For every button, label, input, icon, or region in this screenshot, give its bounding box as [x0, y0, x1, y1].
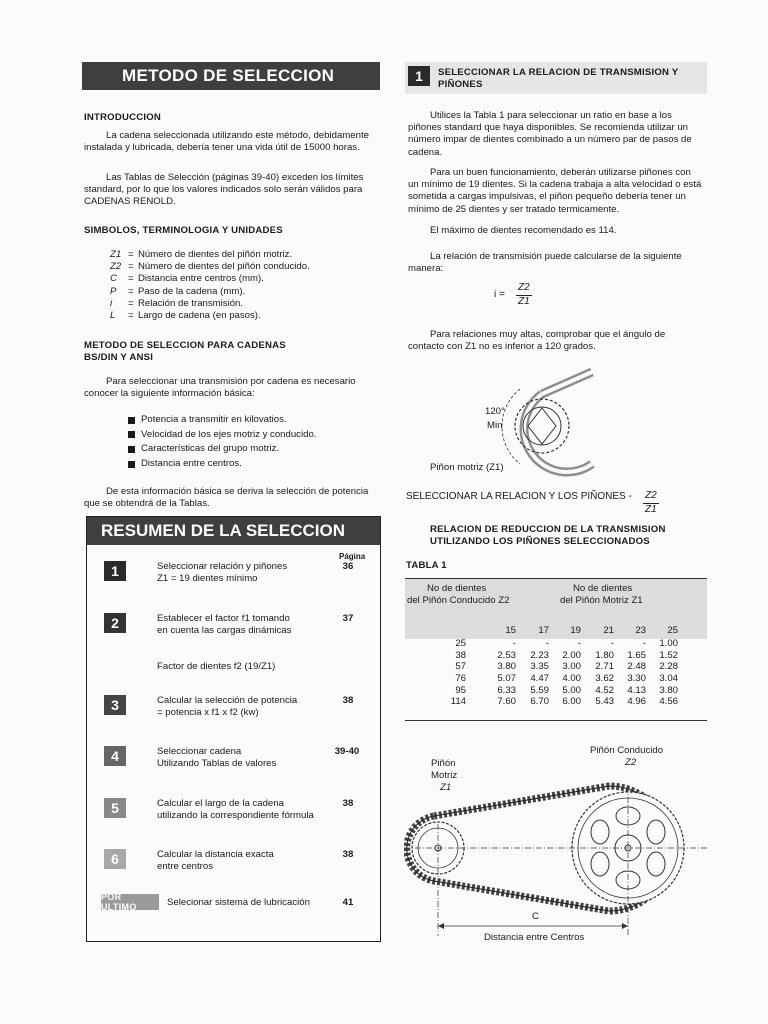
z2-cell: 57: [455, 661, 466, 673]
bullet-square-icon: [128, 446, 135, 453]
angle-label-degrees: 120°: [485, 406, 505, 417]
ratio-cell: 2.23: [530, 649, 549, 661]
right-paragraph-5: Para relaciones muy altas, comprobar que el ángulo de contacto con Z1 no es inferior a 120 grados.: [408, 329, 666, 353]
step-number-badge: 1: [104, 561, 126, 581]
ratio-cell: 4.00: [562, 673, 581, 685]
z1-cell: 19: [570, 624, 581, 636]
z2-cell: 38: [455, 649, 466, 661]
step-page: 37: [342, 613, 354, 624]
ratio-cell: -: [577, 638, 581, 650]
step-line-2: Utilizando Tablas de valores: [157, 758, 277, 770]
ratio-cell: 1.65: [627, 649, 646, 661]
ratio-cell: 2.48: [627, 661, 646, 673]
ratio-cell: 6.33: [497, 684, 516, 696]
table-bottom-rule: [405, 720, 707, 721]
z2-cell: 114: [450, 696, 466, 708]
step-line-2: en cuenta las cargas dinámicas: [157, 625, 292, 637]
driven-sprocket-label-1: Piñón Conducido: [590, 745, 664, 756]
step-number-badge: 5: [104, 798, 126, 818]
method-heading-line-2: BS/DIN Y ANSI: [84, 352, 154, 363]
z1-cell: 23: [635, 624, 646, 636]
chain-drive-diagram: [404, 766, 714, 936]
table-label: TABLA 1: [406, 560, 447, 571]
page-column-header: Página: [339, 552, 366, 561]
z2-cell: 95: [455, 684, 466, 696]
right-paragraph-2: Para un buen funcionamiento, deberán utilizarse piñones con un mínimo de 19 dientes. Si la cadena trabaja a alta velocidad o está sometida a cargas impulsivas, el piñon pequeño debería tener un mínimo de 25 dientes y ser tratado termicamente.: [408, 167, 702, 215]
step-line-2: Z1 = 19 dientes mínimo: [157, 573, 258, 585]
z2-cell: 76: [455, 673, 466, 685]
ratio-cell: 3.80: [497, 661, 516, 673]
z1-cell: 25: [667, 624, 678, 636]
summary-title-bar: [87, 517, 380, 545]
formula-denominator: Z1: [518, 296, 530, 307]
drive-sprocket-label-1: Piñón: [431, 758, 456, 769]
center-distance-symbol: C: [532, 911, 539, 922]
ratio-cell: 4.96: [627, 696, 646, 708]
ratio-cell: 2.00: [562, 649, 581, 661]
formula-lhs: i =: [494, 289, 505, 300]
final-badge: POR ULTIMO: [101, 894, 159, 910]
ratio-cell: 5.00: [562, 684, 581, 696]
ratio-cell: 1.00: [659, 638, 678, 650]
ratio-cell: 4.13: [627, 684, 646, 696]
table-row: [420, 661, 678, 673]
ratio-cell: 3.35: [530, 661, 549, 673]
intro-paragraph-1: La cadena seleccionada utilizando este método, debidamente instalada y lubricada, debería tener una vida útil de 15000 horas.: [84, 130, 369, 154]
drive-sprocket-label-3: Z1: [440, 782, 452, 793]
ratio-cell: 3.62: [595, 673, 614, 685]
list-item: Velocidad de los ejes motriz y conducido.: [128, 428, 368, 443]
angle-label-min: Min: [487, 420, 503, 431]
right-paragraph-4: La relación de transmisión puede calcularse de la siguiente manera:: [408, 251, 682, 275]
method-heading-line-1: METODO DE SELECCION PARA CADENAS: [84, 340, 286, 351]
bullet-square-icon: [128, 417, 135, 424]
symbol-row: i = Relación de transmisión.: [110, 297, 244, 309]
ratio-cell: 2.53: [497, 649, 516, 661]
z1-cell: 15: [505, 624, 516, 636]
ratio-cell: 2.71: [595, 661, 614, 673]
ratio-cell: 5.59: [530, 684, 549, 696]
step-number-badge: 4: [104, 746, 126, 766]
ratio-cell: -: [642, 638, 646, 650]
z1-cell: 17: [538, 624, 549, 636]
symbols-heading: SIMBOLOS, TERMINOLOGIA Y UNIDADES: [84, 225, 283, 236]
select-ratio-text: SELECCIONAR LA RELACION Y LOS PIÑONES -: [406, 491, 632, 502]
table-row: [420, 638, 678, 650]
driven-sprocket-label-2: Z2: [625, 757, 637, 768]
col-head-drive-line-2: del Piñón Motriz Z1: [560, 595, 643, 606]
method-paragraph-1: Para seleccionar una transmisión por cadena es necesario conocer la siguiente información básica:: [84, 376, 356, 400]
col-head-drive-line-1: No de dientes: [573, 583, 633, 594]
step-line-1: Establecer el factor f1 tomando: [157, 613, 290, 624]
z2-cell: 25: [455, 638, 466, 650]
step-number-badge: 2: [104, 613, 126, 633]
step-line-2: = potencia x f1 x f2 (kw): [157, 707, 259, 719]
col-head-driven-line-2: del Piñón Conducido Z2: [407, 595, 510, 606]
list-item: Características del grupo motriz.: [128, 442, 368, 457]
list-item: Distancia entre centros.: [128, 457, 368, 472]
intro-heading: INTRODUCCION: [84, 112, 162, 123]
step-number-badge: 3: [104, 695, 126, 715]
symbol-row: Z1 = Número de dientes del piñón motriz.: [110, 249, 293, 260]
table-row: [420, 673, 678, 685]
ratio-cell: 7.60: [497, 696, 516, 708]
ratio-cell: 3.00: [562, 661, 581, 673]
step-line-1: Calcular el largo de la cadena: [157, 798, 284, 809]
ratio-cell: 4.47: [530, 673, 549, 685]
step-page: 38: [342, 695, 354, 706]
right-paragraph-1: Utilices la Tabla 1 para seleccionar un ratio en base a los piñones standard que haya disponibles. Se recomienda utilizar un número impar de dientes combinado a un número par de pasos de cadena.: [408, 110, 692, 158]
ratio-cell: 1.80: [595, 649, 614, 661]
table-heading-line-2: UTILIZANDO LOS PIÑONES SELECCIONADOS: [430, 536, 650, 547]
bullet-square-icon: [128, 461, 135, 468]
formula-numerator: Z2: [518, 282, 530, 293]
symbols-list: [110, 249, 370, 322]
ratio-cell: 6.00: [562, 696, 581, 708]
ratio-cell: 3.04: [659, 673, 678, 685]
step-page: 36: [342, 561, 354, 572]
table-row: [420, 696, 678, 708]
table-row: [420, 650, 678, 662]
step-line-1: Seleccionar cadena: [157, 746, 242, 757]
section-title: METODO DE SELECCION: [122, 66, 335, 85]
ratio-cell: 4.52: [595, 684, 614, 696]
table-row: [420, 684, 678, 696]
right-header-bar: [405, 62, 707, 94]
ratio-cell: 5.07: [497, 673, 516, 685]
step-page: 38: [342, 849, 354, 860]
step-line-1: Seleccionar relación y piñones: [157, 561, 288, 572]
step-line-2: entre centros: [157, 861, 213, 873]
right-paragraph-3: El máximo de dientes recomendado es 114.: [430, 225, 617, 236]
z1-cell: 21: [603, 624, 614, 636]
step-page: 41: [342, 897, 354, 908]
ratio-cell: 1.52: [659, 649, 678, 661]
col-head-driven-line-1: No de dientes: [427, 583, 487, 594]
summary-box: [86, 516, 381, 942]
right-header-line-2: PIÑONES: [438, 79, 483, 90]
symbol-row: C = Distancia entre centros (mm).: [110, 273, 264, 285]
select-ratio-numerator: Z2: [645, 490, 657, 501]
ratio-cell: 2.28: [659, 661, 678, 673]
summary-title: RESUMEN DE LA SELECCION: [101, 521, 346, 540]
right-step-badge: 1: [408, 66, 430, 86]
drive-sprocket-label-2: Motriz: [431, 770, 458, 781]
symbol-row: P = Paso de la cadena (mm).: [110, 285, 246, 297]
ratio-cell: -: [610, 638, 614, 650]
step-line-1: Calcular la distancia exacta: [157, 849, 274, 860]
ratio-cell: 5.43: [595, 696, 614, 708]
step-page: 39-40: [334, 746, 360, 757]
select-ratio-denominator: Z1: [645, 504, 657, 515]
ratio-table: [420, 622, 678, 708]
step-line-2: utilizando la correspondiente fórmula: [157, 810, 314, 822]
pinion-drive-label: Piñon motriz (Z1): [430, 462, 504, 473]
select-ratio-line: [406, 490, 657, 515]
center-distance-label: Distancia entre Centros: [484, 932, 585, 943]
ratio-cell: -: [512, 638, 516, 650]
final-text: Selecionar sistema de lubricación: [167, 897, 310, 908]
list-item: Potencia a transmitir en kilovatios.: [128, 413, 368, 428]
symbol-row: Z2 = Número de dientes del piñón conducido.: [110, 261, 310, 273]
ratio-cell: -: [545, 638, 549, 650]
basic-info-list: [128, 413, 368, 471]
right-header-line-1: SELECCIONAR LA RELACION DE TRANSMISION Y: [438, 67, 679, 78]
ratio-cell: 6.70: [530, 696, 549, 708]
step-line-1: Factor de dientes f2 (19/Z1): [157, 661, 276, 672]
chain-arc: [524, 394, 592, 472]
step-line-1: Calcular la selección de potencia: [157, 695, 298, 706]
ratio-cell: 4.56: [659, 696, 678, 708]
symbol-row: L = Largo de cadena (en pasos).: [110, 310, 261, 322]
intro-paragraph-2: Las Tablas de Selección (páginas 39-40) exceden los límites standard, por lo que los valores indicados solo serán válidos para CADENAS RENOLD.: [84, 172, 364, 208]
ratio-cell: 3.30: [627, 673, 646, 685]
step-number-badge: 6: [104, 849, 126, 869]
step-page: 38: [342, 798, 354, 809]
bullet-square-icon: [128, 431, 135, 438]
ratio-cell: 3.80: [659, 684, 678, 696]
section-title-bar: [82, 62, 380, 90]
z1-header-row: [420, 622, 678, 638]
table-heading-line-1: RELACION DE REDUCCION DE LA TRANSMISION: [430, 524, 666, 535]
method-paragraph-2: De esta información básica se deriva la selección de potencia que se obtendrá de la Tablas.: [84, 486, 369, 510]
